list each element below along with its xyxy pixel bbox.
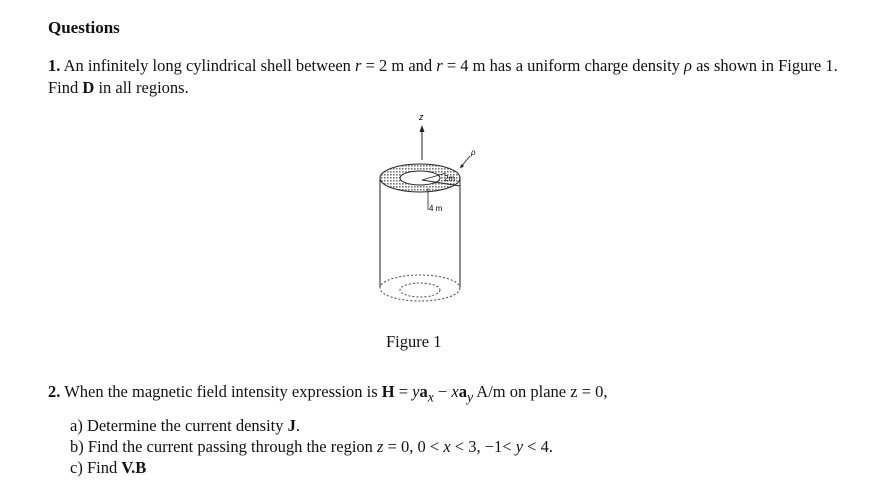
outer-radius-label: 4 m: [429, 204, 443, 213]
minus-sign: −: [433, 382, 452, 401]
outer-bottom-ellipse: [380, 275, 460, 301]
z-label: z: [419, 112, 424, 122]
q1-eq1: = 2 m and: [361, 56, 437, 75]
part-c: [70, 457, 553, 478]
section-heading: Questions: [48, 18, 120, 37]
part-b-mid2: < 3, −1<: [450, 437, 516, 456]
var-r: r: [355, 56, 362, 75]
figure-1-cylinder: [360, 108, 490, 308]
unit-vector-a: a: [419, 382, 428, 401]
part-a-end: .: [295, 416, 300, 435]
q2-text: When the magnetic field intensity expression is: [60, 382, 382, 401]
q2-text-b: A/m on plane z = 0,: [473, 382, 608, 401]
z-axis-arrowhead: [420, 125, 425, 132]
inner-radius-label: 2m: [444, 174, 456, 183]
sub-x: x: [427, 389, 434, 405]
var-x: x: [451, 382, 459, 401]
var-D: D: [82, 78, 95, 97]
question-1: [48, 55, 838, 99]
part-b-text: b) Find the current passing through the region: [70, 437, 378, 456]
var-rho: ρ: [684, 56, 692, 75]
question-1-number: 1.: [48, 56, 61, 75]
part-a-text: a) Determine the current density: [70, 416, 288, 435]
part-b-x: x: [443, 437, 451, 456]
q1-text-c: in all regions.: [94, 78, 189, 97]
question-2: [48, 382, 848, 405]
part-c-text: c) Find: [70, 458, 122, 477]
var-J: J: [287, 416, 296, 435]
var-VB: V.B: [121, 458, 147, 477]
sub-y: y: [466, 389, 474, 405]
part-b: [70, 436, 553, 457]
cylinder-diagram: [360, 108, 490, 308]
part-b-end: < 4.: [523, 437, 553, 456]
figure-caption: Figure 1: [386, 332, 442, 351]
q2-eq: =: [394, 382, 413, 401]
part-b-mid: = 0, 0 <: [383, 437, 444, 456]
inner-top-ellipse: [400, 171, 440, 185]
question-2-number: 2.: [48, 382, 61, 401]
rho-label: ρ: [471, 148, 476, 157]
question-2-parts: [70, 415, 553, 478]
q1-eq2: = 4 m has a uniform charge density: [442, 56, 685, 75]
inner-bottom-ellipse: [400, 283, 440, 297]
var-H: H: [381, 382, 395, 401]
q1-text-b: as shown in Figure 1. Find: [48, 56, 838, 97]
unit-vector-a-2: a: [458, 382, 467, 401]
rho-dot: [461, 165, 464, 168]
part-b-z: z: [377, 437, 384, 456]
var-r-2: r: [436, 56, 443, 75]
var-y: y: [412, 382, 420, 401]
part-a: [70, 415, 553, 436]
part-b-y: y: [515, 437, 524, 456]
q1-text: An infinitely long cylindrical shell between: [60, 56, 356, 75]
